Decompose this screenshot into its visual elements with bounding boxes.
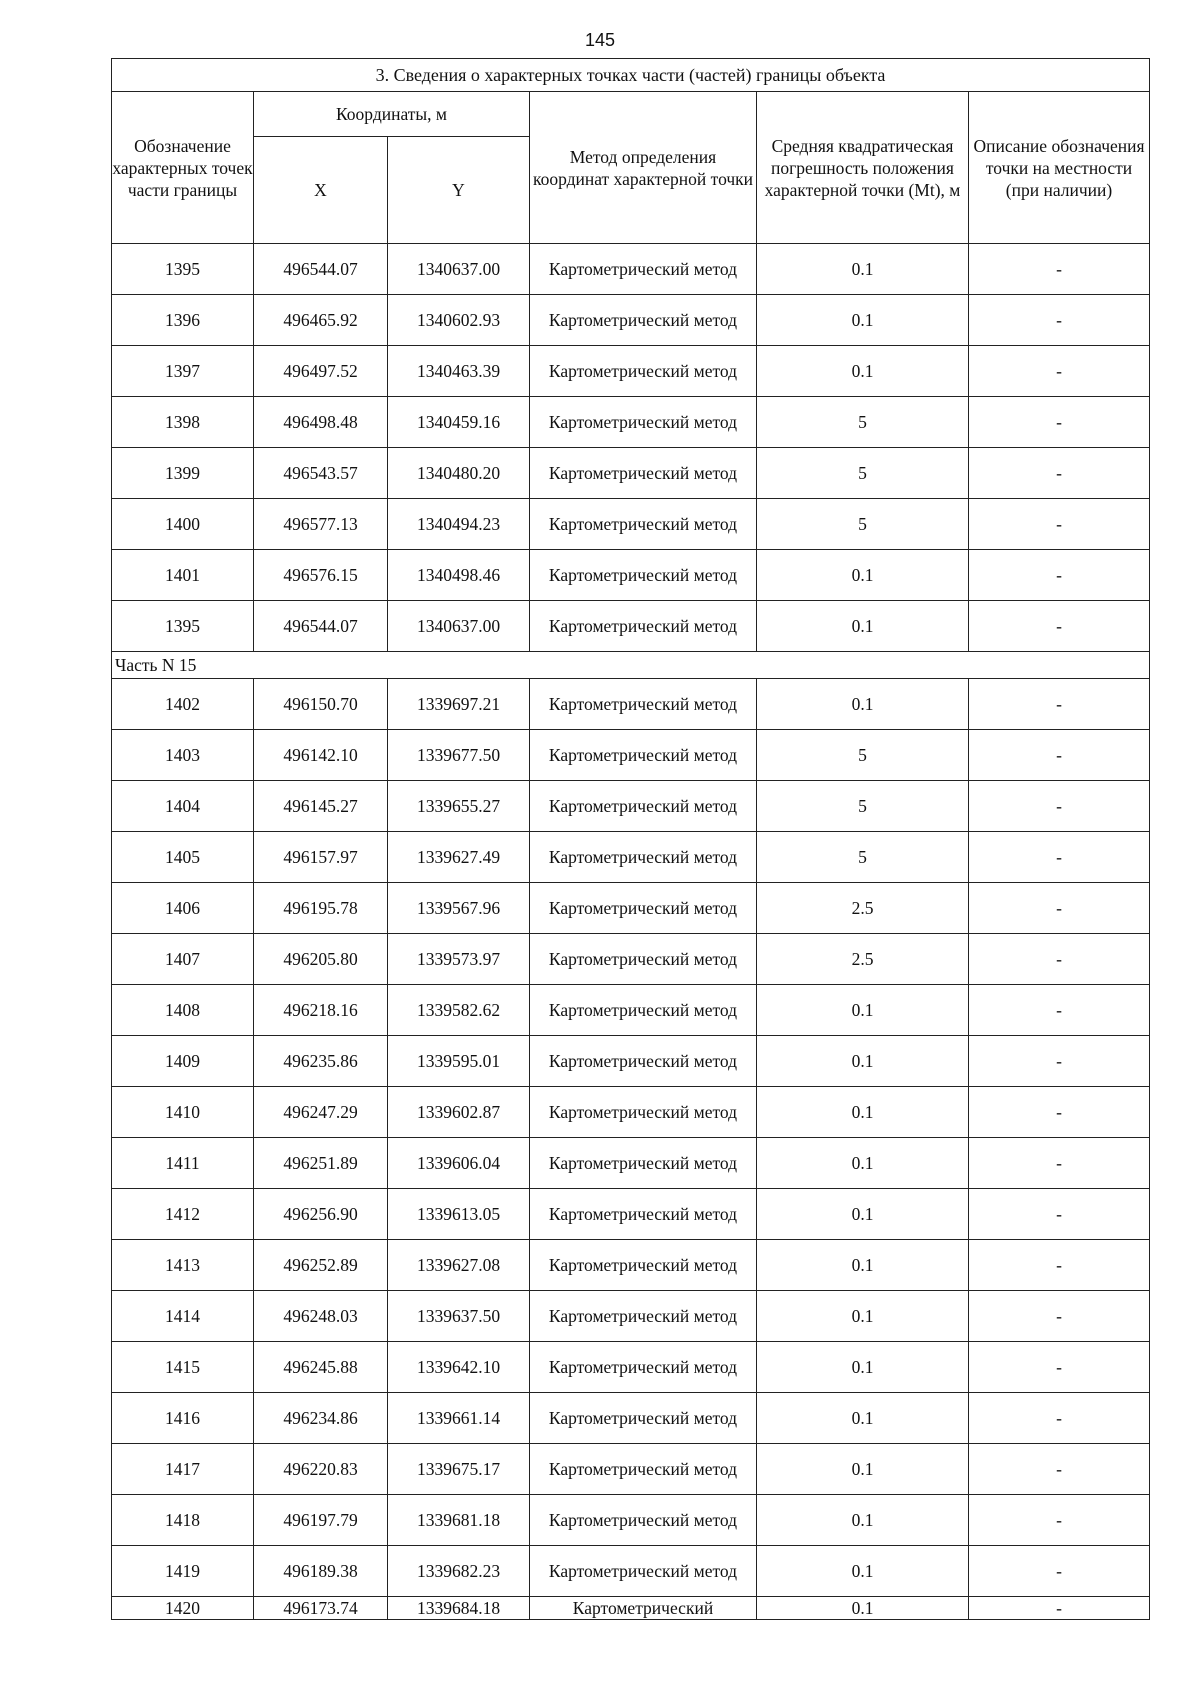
table-row xyxy=(112,730,1150,781)
y-coordinate-cell: 1339682.23 xyxy=(388,1546,530,1597)
y-coordinate-cell: 1339681.18 xyxy=(388,1495,530,1546)
description-cell: - xyxy=(969,448,1150,499)
description-cell: - xyxy=(969,1444,1150,1495)
point-id-cell: 1416 xyxy=(112,1393,254,1444)
point-id-cell: 1404 xyxy=(112,781,254,832)
error-cell: 0.1 xyxy=(757,295,969,346)
method-cell: Картометрический метод xyxy=(530,985,757,1036)
point-id-cell: 1408 xyxy=(112,985,254,1036)
description-cell: - xyxy=(969,934,1150,985)
method-cell: Картометрический xyxy=(530,1597,757,1620)
part-heading: Часть N 15 xyxy=(112,652,1150,679)
method-cell: Картометрический метод xyxy=(530,499,757,550)
point-id-cell: 1409 xyxy=(112,1036,254,1087)
y-coordinate-cell: 1339613.05 xyxy=(388,1189,530,1240)
table-row xyxy=(112,934,1150,985)
description-cell: - xyxy=(969,1036,1150,1087)
point-id-cell: 1415 xyxy=(112,1342,254,1393)
method-cell: Картометрический метод xyxy=(530,448,757,499)
y-coordinate-cell: 1339602.87 xyxy=(388,1087,530,1138)
y-coordinate-cell: 1339627.49 xyxy=(388,832,530,883)
y-coordinate-cell: 1340602.93 xyxy=(388,295,530,346)
x-coordinate-cell: 496544.07 xyxy=(254,601,388,652)
method-cell: Картометрический метод xyxy=(530,1393,757,1444)
description-cell: - xyxy=(969,1138,1150,1189)
table-row xyxy=(112,550,1150,601)
y-coordinate-cell: 1340637.00 xyxy=(388,601,530,652)
table-row xyxy=(112,1087,1150,1138)
x-coordinate-cell: 496576.15 xyxy=(254,550,388,601)
x-coordinate-cell: 496245.88 xyxy=(254,1342,388,1393)
method-cell: Картометрический метод xyxy=(530,1036,757,1087)
table-row xyxy=(112,346,1150,397)
description-cell: - xyxy=(969,730,1150,781)
x-coordinate-cell: 496235.86 xyxy=(254,1036,388,1087)
method-cell: Картометрический метод xyxy=(530,601,757,652)
x-coordinate-cell: 496252.89 xyxy=(254,1240,388,1291)
y-coordinate-cell: 1339655.27 xyxy=(388,781,530,832)
table-row xyxy=(112,601,1150,652)
point-id-cell: 1419 xyxy=(112,1546,254,1597)
point-id-cell: 1400 xyxy=(112,499,254,550)
error-cell: 0.1 xyxy=(757,346,969,397)
point-id-cell: 1418 xyxy=(112,1495,254,1546)
error-cell: 5 xyxy=(757,499,969,550)
y-coordinate-cell: 1340498.46 xyxy=(388,550,530,601)
x-coordinate-cell: 496205.80 xyxy=(254,934,388,985)
header-coordinates: Координаты, м xyxy=(254,92,530,137)
error-cell: 5 xyxy=(757,781,969,832)
x-coordinate-cell: 496218.16 xyxy=(254,985,388,1036)
x-coordinate-cell: 496498.48 xyxy=(254,397,388,448)
method-cell: Картометрический метод xyxy=(530,295,757,346)
error-cell: 5 xyxy=(757,448,969,499)
y-coordinate-cell: 1339675.17 xyxy=(388,1444,530,1495)
method-cell: Картометрический метод xyxy=(530,244,757,295)
x-coordinate-cell: 496189.38 xyxy=(254,1546,388,1597)
method-cell: Картометрический метод xyxy=(530,1189,757,1240)
x-coordinate-cell: 496247.29 xyxy=(254,1087,388,1138)
method-cell: Картометрический метод xyxy=(530,1240,757,1291)
description-cell: - xyxy=(969,985,1150,1036)
description-cell: - xyxy=(969,1495,1150,1546)
error-cell: 0.1 xyxy=(757,550,969,601)
point-id-cell: 1399 xyxy=(112,448,254,499)
x-coordinate-cell: 496173.74 xyxy=(254,1597,388,1620)
point-id-cell: 1397 xyxy=(112,346,254,397)
table-row xyxy=(112,1597,1150,1620)
x-coordinate-cell: 496157.97 xyxy=(254,832,388,883)
error-cell: 0.1 xyxy=(757,1291,969,1342)
description-cell: - xyxy=(969,244,1150,295)
table-row xyxy=(112,1444,1150,1495)
method-cell: Картометрический метод xyxy=(530,781,757,832)
method-cell: Картометрический метод xyxy=(530,730,757,781)
description-cell: - xyxy=(969,1240,1150,1291)
y-coordinate-cell: 1340494.23 xyxy=(388,499,530,550)
x-coordinate-cell: 496465.92 xyxy=(254,295,388,346)
description-cell: - xyxy=(969,1597,1150,1620)
error-cell: 0.1 xyxy=(757,1546,969,1597)
point-id-cell: 1417 xyxy=(112,1444,254,1495)
point-id-cell: 1396 xyxy=(112,295,254,346)
header-description: Описание обозначения точки на местности (при наличии) xyxy=(969,92,1150,244)
x-coordinate-cell: 496195.78 xyxy=(254,883,388,934)
error-cell: 0.1 xyxy=(757,1087,969,1138)
x-coordinate-cell: 496150.70 xyxy=(254,679,388,730)
point-id-cell: 1395 xyxy=(112,244,254,295)
x-coordinate-cell: 496543.57 xyxy=(254,448,388,499)
method-cell: Картометрический метод xyxy=(530,832,757,883)
error-cell: 5 xyxy=(757,730,969,781)
page-number: 145 xyxy=(584,30,616,50)
method-cell: Картометрический метод xyxy=(530,1444,757,1495)
error-cell: 0.1 xyxy=(757,1138,969,1189)
table-row xyxy=(112,1495,1150,1546)
y-coordinate-cell: 1339606.04 xyxy=(388,1138,530,1189)
description-cell: - xyxy=(969,346,1150,397)
error-cell: 0.1 xyxy=(757,1342,969,1393)
y-coordinate-cell: 1340459.16 xyxy=(388,397,530,448)
error-cell: 0.1 xyxy=(757,1240,969,1291)
table-row xyxy=(112,1291,1150,1342)
part-heading-row xyxy=(112,652,1150,679)
error-cell: 0.1 xyxy=(757,985,969,1036)
description-cell: - xyxy=(969,1189,1150,1240)
x-coordinate-cell: 496220.83 xyxy=(254,1444,388,1495)
x-coordinate-cell: 496544.07 xyxy=(254,244,388,295)
description-cell: - xyxy=(969,499,1150,550)
error-cell: 0.1 xyxy=(757,1597,969,1620)
table-row xyxy=(112,1036,1150,1087)
point-id-cell: 1398 xyxy=(112,397,254,448)
y-coordinate-cell: 1339697.21 xyxy=(388,679,530,730)
method-cell: Картометрический метод xyxy=(530,1342,757,1393)
y-coordinate-cell: 1339573.97 xyxy=(388,934,530,985)
point-id-cell: 1414 xyxy=(112,1291,254,1342)
description-cell: - xyxy=(969,397,1150,448)
table-row xyxy=(112,1138,1150,1189)
point-id-cell: 1410 xyxy=(112,1087,254,1138)
method-cell: Картометрический метод xyxy=(530,679,757,730)
header-error: Средняя квадратическая погрешность положения характерной точки (Mt), м xyxy=(757,92,969,244)
section-title: 3. Сведения о характерных точках части (частей) границы объекта xyxy=(112,59,1150,92)
table-row xyxy=(112,1546,1150,1597)
method-cell: Картометрический метод xyxy=(530,934,757,985)
point-id-cell: 1420 xyxy=(112,1597,254,1620)
method-cell: Картометрический метод xyxy=(530,1087,757,1138)
table-row xyxy=(112,295,1150,346)
table-row xyxy=(112,1342,1150,1393)
method-cell: Картометрический метод xyxy=(530,1546,757,1597)
error-cell: 2.5 xyxy=(757,934,969,985)
table-row xyxy=(112,1393,1150,1444)
y-coordinate-cell: 1339677.50 xyxy=(388,730,530,781)
description-cell: - xyxy=(969,832,1150,883)
description-cell: - xyxy=(969,883,1150,934)
point-id-cell: 1413 xyxy=(112,1240,254,1291)
table-row xyxy=(112,883,1150,934)
x-coordinate-cell: 496256.90 xyxy=(254,1189,388,1240)
method-cell: Картометрический метод xyxy=(530,1495,757,1546)
table-row xyxy=(112,679,1150,730)
x-coordinate-cell: 496234.86 xyxy=(254,1393,388,1444)
y-coordinate-cell: 1340637.00 xyxy=(388,244,530,295)
point-id-cell: 1405 xyxy=(112,832,254,883)
error-cell: 0.1 xyxy=(757,1036,969,1087)
description-cell: - xyxy=(969,550,1150,601)
description-cell: - xyxy=(969,1546,1150,1597)
x-coordinate-cell: 496197.79 xyxy=(254,1495,388,1546)
method-cell: Картометрический метод xyxy=(530,1291,757,1342)
description-cell: - xyxy=(969,601,1150,652)
error-cell: 5 xyxy=(757,832,969,883)
y-coordinate-cell: 1340463.39 xyxy=(388,346,530,397)
error-cell: 2.5 xyxy=(757,883,969,934)
error-cell: 0.1 xyxy=(757,1393,969,1444)
x-coordinate-cell: 496142.10 xyxy=(254,730,388,781)
characteristic-points-table xyxy=(111,58,1150,1620)
y-coordinate-cell: 1339684.18 xyxy=(388,1597,530,1620)
error-cell: 0.1 xyxy=(757,1189,969,1240)
y-coordinate-cell: 1339582.62 xyxy=(388,985,530,1036)
point-id-cell: 1401 xyxy=(112,550,254,601)
header-x: X xyxy=(254,137,388,244)
method-cell: Картометрический метод xyxy=(530,1138,757,1189)
table-row xyxy=(112,985,1150,1036)
point-id-cell: 1403 xyxy=(112,730,254,781)
x-coordinate-cell: 496251.89 xyxy=(254,1138,388,1189)
table-row xyxy=(112,448,1150,499)
table-row xyxy=(112,1189,1150,1240)
description-cell: - xyxy=(969,1291,1150,1342)
error-cell: 5 xyxy=(757,397,969,448)
x-coordinate-cell: 496497.52 xyxy=(254,346,388,397)
description-cell: - xyxy=(969,781,1150,832)
x-coordinate-cell: 496248.03 xyxy=(254,1291,388,1342)
description-cell: - xyxy=(969,1342,1150,1393)
table-row xyxy=(112,499,1150,550)
point-id-cell: 1402 xyxy=(112,679,254,730)
method-cell: Картометрический метод xyxy=(530,883,757,934)
point-id-cell: 1411 xyxy=(112,1138,254,1189)
description-cell: - xyxy=(969,1087,1150,1138)
method-cell: Картометрический метод xyxy=(530,346,757,397)
point-id-cell: 1406 xyxy=(112,883,254,934)
y-coordinate-cell: 1340480.20 xyxy=(388,448,530,499)
table-body xyxy=(112,244,1150,1620)
point-id-cell: 1395 xyxy=(112,601,254,652)
error-cell: 0.1 xyxy=(757,679,969,730)
x-coordinate-cell: 496577.13 xyxy=(254,499,388,550)
error-cell: 0.1 xyxy=(757,601,969,652)
y-coordinate-cell: 1339642.10 xyxy=(388,1342,530,1393)
description-cell: - xyxy=(969,1393,1150,1444)
y-coordinate-cell: 1339595.01 xyxy=(388,1036,530,1087)
y-coordinate-cell: 1339627.08 xyxy=(388,1240,530,1291)
error-cell: 0.1 xyxy=(757,1495,969,1546)
y-coordinate-cell: 1339661.14 xyxy=(388,1393,530,1444)
y-coordinate-cell: 1339637.50 xyxy=(388,1291,530,1342)
point-id-cell: 1407 xyxy=(112,934,254,985)
point-id-cell: 1412 xyxy=(112,1189,254,1240)
method-cell: Картометрический метод xyxy=(530,397,757,448)
y-coordinate-cell: 1339567.96 xyxy=(388,883,530,934)
x-coordinate-cell: 496145.27 xyxy=(254,781,388,832)
table-row xyxy=(112,781,1150,832)
description-cell: - xyxy=(969,295,1150,346)
table-row xyxy=(112,397,1150,448)
error-cell: 0.1 xyxy=(757,1444,969,1495)
table-row xyxy=(112,1240,1150,1291)
error-cell: 0.1 xyxy=(757,244,969,295)
header-point-designation: Обозначение характерных точек части границы xyxy=(112,92,254,244)
table-row xyxy=(112,244,1150,295)
description-cell: - xyxy=(969,679,1150,730)
header-y: Y xyxy=(388,137,530,244)
method-cell: Картометрический метод xyxy=(530,550,757,601)
table-row xyxy=(112,832,1150,883)
header-method: Метод определения координат характерной точки xyxy=(530,92,757,244)
